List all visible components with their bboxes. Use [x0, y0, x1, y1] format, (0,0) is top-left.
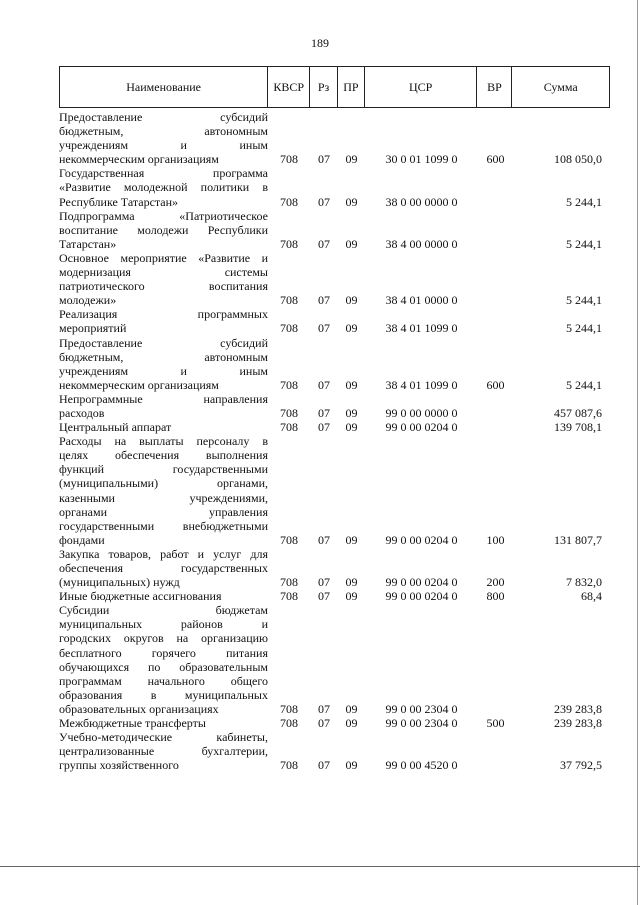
row-name — [59, 336, 268, 392]
row-name — [59, 716, 268, 730]
row-rz: 07 — [318, 575, 330, 590]
row-vr: 800 — [486, 589, 505, 604]
row-name-line: обучающихся по образовательным — [59, 659, 268, 674]
row-pr: 09 — [345, 236, 358, 251]
row-kvsr: 708 — [280, 152, 298, 167]
row-name-line: Субсидии бюджетам — [59, 603, 268, 618]
row-name — [59, 603, 268, 716]
table-row — [59, 166, 610, 208]
row-kvsr: 708 — [280, 293, 298, 308]
table-row — [59, 307, 610, 335]
row-rz: 07 — [318, 532, 330, 547]
row-csr: 99 0 00 0204 0 — [385, 589, 458, 604]
row-kvsr: 708 — [280, 758, 298, 773]
row-kvsr: 708 — [280, 420, 298, 435]
row-rz: 07 — [318, 405, 330, 420]
row-rz: 07 — [318, 716, 330, 731]
row-pr: 09 — [345, 575, 358, 590]
page-edge — [637, 0, 638, 905]
table-row — [59, 420, 610, 434]
row-name-line: мероприятий — [59, 321, 127, 336]
row-pr: 09 — [345, 758, 358, 773]
row-name-line: Основное мероприятие «Развитие и — [59, 250, 268, 265]
header-sum: Сумма — [543, 79, 578, 94]
row-rz: 07 — [318, 589, 330, 604]
row-kvsr: 708 — [280, 716, 298, 731]
row-rz: 07 — [318, 420, 330, 435]
row-pr: 09 — [345, 701, 358, 716]
row-csr: 99 0 00 0204 0 — [385, 575, 458, 590]
row-vr: 500 — [486, 716, 505, 731]
row-sum: 5 244,1 — [566, 377, 602, 392]
row-name-line: (муниципальными) органами, — [59, 476, 268, 491]
row-pr: 09 — [345, 589, 358, 604]
row-name — [59, 434, 268, 547]
row-pr: 09 — [345, 321, 358, 336]
row-name-line: молодежи» — [59, 293, 117, 308]
row-kvsr: 708 — [280, 321, 298, 336]
row-rz: 07 — [318, 701, 330, 716]
row-name — [59, 251, 268, 307]
row-name-line: Закупка товаров, работ и услуг для — [59, 546, 268, 561]
row-csr: 38 4 01 0000 0 — [385, 293, 458, 308]
row-rz: 07 — [318, 236, 330, 251]
row-name-line: органами управления — [59, 504, 268, 519]
row-kvsr: 708 — [280, 589, 298, 604]
row-csr: 38 4 01 1099 0 — [385, 321, 458, 336]
row-name — [59, 730, 268, 772]
header-csr: ЦСР — [365, 67, 478, 107]
table-row — [59, 716, 610, 730]
row-csr: 99 0 00 2304 0 — [385, 716, 458, 731]
table-row — [59, 434, 610, 547]
row-sum: 5 244,1 — [566, 321, 602, 336]
table-row — [59, 209, 610, 251]
row-name-line: Иные бюджетные ассигнования — [59, 589, 222, 604]
row-rz: 07 — [318, 377, 330, 392]
row-name-line: Учебно-методические кабинеты, — [59, 730, 268, 745]
row-kvsr: 708 — [280, 701, 298, 716]
row-sum: 5 244,1 — [566, 236, 602, 251]
row-pr: 09 — [345, 532, 358, 547]
table-row — [59, 547, 610, 589]
row-name-line: Межбюджетные трансферты — [59, 716, 206, 731]
row-vr: 200 — [486, 575, 505, 590]
row-pr: 09 — [345, 420, 358, 435]
row-csr: 38 0 00 0000 0 — [385, 194, 458, 209]
row-name-line: воспитание молодежи Республики — [59, 222, 268, 237]
row-name — [59, 209, 268, 251]
row-csr: 38 4 00 0000 0 — [385, 236, 458, 251]
row-csr: 38 4 01 1099 0 — [385, 377, 458, 392]
row-sum: 239 283,8 — [554, 701, 602, 716]
row-vr: 100 — [486, 532, 505, 547]
row-kvsr: 708 — [280, 377, 298, 392]
header-vr: ВР — [477, 67, 512, 107]
row-name-line: (муниципальных) нужд — [59, 575, 180, 590]
row-sum: 457 087,6 — [554, 405, 602, 420]
row-csr: 99 0 00 2304 0 — [385, 701, 458, 716]
row-name-line: Государственная программа — [59, 166, 268, 181]
row-csr: 30 0 01 1099 0 — [385, 152, 458, 167]
row-pr: 09 — [345, 293, 358, 308]
row-name-line: целях обеспечения выполнения — [59, 448, 268, 463]
row-pr: 09 — [345, 377, 358, 392]
row-kvsr: 708 — [280, 532, 298, 547]
row-name-line: программам начального общего — [59, 673, 268, 688]
header-pr: ПР — [338, 67, 365, 107]
row-name-line: казенными учреждениями, — [59, 490, 268, 505]
row-name — [59, 166, 268, 208]
row-name-line: бюджетным, автономным — [59, 349, 268, 364]
row-rz: 07 — [318, 758, 330, 773]
page-number: 189 — [311, 36, 329, 50]
row-vr: 600 — [486, 152, 505, 167]
row-pr: 09 — [345, 716, 358, 731]
row-name — [59, 420, 268, 434]
row-name-line: обеспечения государственных — [59, 561, 268, 575]
row-name-line: некоммерческим организациям — [59, 152, 219, 167]
row-name — [59, 589, 268, 603]
row-sum: 108 050,0 — [554, 152, 602, 167]
row-sum: 68,4 — [581, 589, 602, 604]
header-name: Наименование — [60, 67, 268, 107]
table-row — [59, 730, 610, 772]
row-csr: 99 0 00 0000 0 — [385, 405, 458, 420]
row-pr: 09 — [345, 152, 358, 167]
row-name — [59, 110, 268, 166]
table-row — [59, 251, 610, 307]
row-name-line: расходов — [59, 405, 105, 420]
row-name-line: патриотического воспитания — [59, 279, 268, 294]
row-name-line: Реализация программных — [59, 307, 268, 322]
row-sum: 239 283,8 — [554, 716, 602, 731]
row-rz: 07 — [318, 293, 330, 308]
row-sum: 5 244,1 — [566, 194, 602, 209]
row-pr: 09 — [345, 405, 358, 420]
row-name — [59, 307, 268, 335]
row-csr: 99 0 00 0204 0 — [385, 420, 458, 435]
row-rz: 07 — [318, 152, 330, 167]
table-row — [59, 392, 610, 420]
row-name-line: Подпрограмма «Патриотическое — [59, 208, 268, 223]
row-csr: 99 0 00 4520 0 — [385, 758, 458, 773]
row-pr: 09 — [345, 194, 358, 209]
row-sum: 7 832,0 — [566, 575, 602, 590]
row-name-line: бюджетным, автономным — [59, 124, 268, 139]
row-name-line: некоммерческим организациям — [59, 377, 219, 392]
row-name — [59, 547, 268, 589]
row-sum: 5 244,1 — [566, 293, 602, 308]
row-rz: 07 — [318, 321, 330, 336]
row-name-line: Татарстан» — [59, 236, 117, 251]
row-name-line: бесплатного горячего питания — [59, 645, 268, 660]
row-name-line: образовательных организациях — [59, 701, 219, 716]
bottom-edge — [0, 866, 640, 867]
row-kvsr: 708 — [280, 236, 298, 251]
row-name-line: Республике Татарстан» — [59, 194, 179, 209]
row-kvsr: 708 — [280, 405, 298, 420]
row-name-line: учреждениям и иным — [59, 363, 268, 378]
header-kvsr: КВСР — [268, 67, 310, 107]
row-name — [59, 392, 268, 420]
row-name-line: Предоставление субсидий — [59, 110, 268, 124]
row-sum: 139 708,1 — [554, 420, 602, 435]
row-name-line: учреждениям и иным — [59, 138, 268, 153]
row-name-line: «Развитие молодежной политики в — [59, 180, 268, 195]
row-name-line: централизованные бухгалтерии, — [59, 744, 268, 759]
row-rz: 07 — [318, 194, 330, 209]
row-name-line: группы хозяйственного — [59, 758, 179, 773]
row-kvsr: 708 — [280, 575, 298, 590]
row-name-line: фондами — [59, 532, 105, 547]
row-name-line: образования в муниципальных — [59, 687, 268, 702]
row-csr: 99 0 00 0204 0 — [385, 532, 458, 547]
row-name-line: модернизация системы — [59, 265, 268, 280]
row-sum: 37 792,5 — [560, 758, 602, 773]
table-row — [59, 589, 610, 603]
row-sum: 131 807,7 — [554, 532, 602, 547]
row-name-line: Расходы на выплаты персоналу в — [59, 434, 268, 449]
table-row — [59, 603, 610, 716]
header-rz: Рз — [310, 67, 338, 107]
row-name-line: функций государственными — [59, 462, 268, 477]
row-name-line: городских округов на организацию — [59, 631, 268, 646]
table-body — [59, 110, 610, 772]
row-name-line: Непрограммные направления — [59, 391, 268, 406]
table-row — [59, 110, 610, 166]
row-kvsr: 708 — [280, 194, 298, 209]
row-name-line: государственными внебюджетными — [59, 518, 268, 533]
row-name-line: Предоставление субсидий — [59, 335, 268, 350]
table-header — [59, 66, 610, 108]
row-name-line: муниципальных районов и — [59, 617, 268, 632]
row-name-line: Центральный аппарат — [59, 420, 172, 435]
row-vr: 600 — [486, 377, 505, 392]
table-row — [59, 336, 610, 392]
